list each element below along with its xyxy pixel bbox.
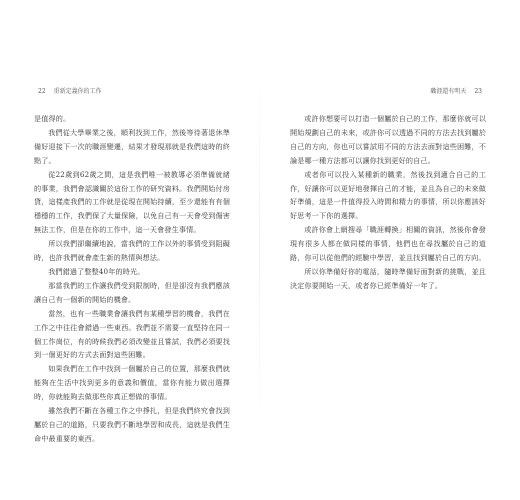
left-page-number: 22 bbox=[38, 88, 46, 95]
left-page-body bbox=[34, 112, 230, 446]
paragraph: 我們從大學畢業之後，順利找到工作，然後等待著退休準備好迎接下一次的職涯變遷，結果才發現那就是我們這時的終點了。 bbox=[34, 127, 230, 165]
right-page-body bbox=[290, 112, 486, 293]
right-page-number: 23 bbox=[474, 88, 482, 95]
paragraph: 是值得的。 bbox=[34, 114, 71, 123]
paragraph: 所以我們卻繼續地說，當我們的工作以外的事情受到阻礙時，也許我們就會產生新的熱情與想法。 bbox=[34, 239, 230, 263]
paragraph: 從22歲到62歲之間，這是我們唯一被教導必須準備就緒的事業，我們會認識關於這份工作的研究資料。我們開始付房貸，這樣產我們的工作就是從現在開始持續，至少還能有有個穩穩的工作，我們保了大量保險，以免自己有一天會受到傷害無法工作，但是在你的工作中，這一天會發生事情。 bbox=[34, 169, 230, 235]
paragraph: 或許你想要可以打造一個屬於自己的工作，那麼你就可以開始規劃自己的未來，或許你可以透過不同的方法去找到屬於自己的方向，你也可以嘗試用不同的方法去面對這些困難，不論是哪一種方法都可以讓你找到更好的自己。 bbox=[290, 114, 486, 165]
paragraph: 如果我們在工作中找到一個屬於自己的位置，那麼我們就能夠在生活中找到更多的意義和價值，當你有能力做出選擇時，你就能夠去做那些你真正想做的事情。 bbox=[34, 364, 230, 402]
paragraph: 當然，也有一些職業會讓我們有某種學習的機會，我們在工作之中往往會錯過一些東西。我們並不需要一直堅持在同一個工作崗位，有的時候我們必須改變並且嘗試，我們必須要找到一個更好的方式去面對這些困難。 bbox=[34, 308, 230, 360]
left-running-header bbox=[32, 86, 102, 95]
paragraph: 雖然我們不斷在各種工作之中掙扎，但是我們終究會找到屬於自己的道路，只要我們不斷地學習和成長，這就是我們生命中最重要的東西。 bbox=[34, 406, 230, 443]
right-running-header bbox=[430, 86, 488, 95]
page-gutter bbox=[259, 60, 260, 440]
paragraph: 或許你會上網搜尋「職涯轉換」相關的資訊，然後你會發現有很多人都在做同樣的事情，他們也在尋找屬於自己的道路，你可以從他們的經驗中學習，並且找到屬於自己的方向。 bbox=[290, 225, 486, 263]
right-running-head: 職涯還有明天 bbox=[430, 88, 467, 95]
paragraph: 我們錯過了整整40年的時光。 bbox=[48, 266, 145, 276]
left-running-head: 重新定義你的工作 bbox=[53, 88, 102, 95]
paragraph: 或者你可以投入某種新的職業，然後找到適合自己的工作，好讓你可以更好地發揮自己的才能，並且為自己的未來做好準備，這是一件值得投入時間和精力的事情，所以你應該好好思考一下你的選擇。 bbox=[290, 169, 486, 221]
paragraph: 那當我們的工作讓我們受到限制時，但是卻沒有我們應該讓自己有一個新的開始的機會。 bbox=[34, 280, 230, 304]
paragraph: 所以你準備好你的電話，隨時準備好面對新的挑戰，並且決定你要開始一天，或者你已經準備好一年了。 bbox=[290, 266, 486, 290]
